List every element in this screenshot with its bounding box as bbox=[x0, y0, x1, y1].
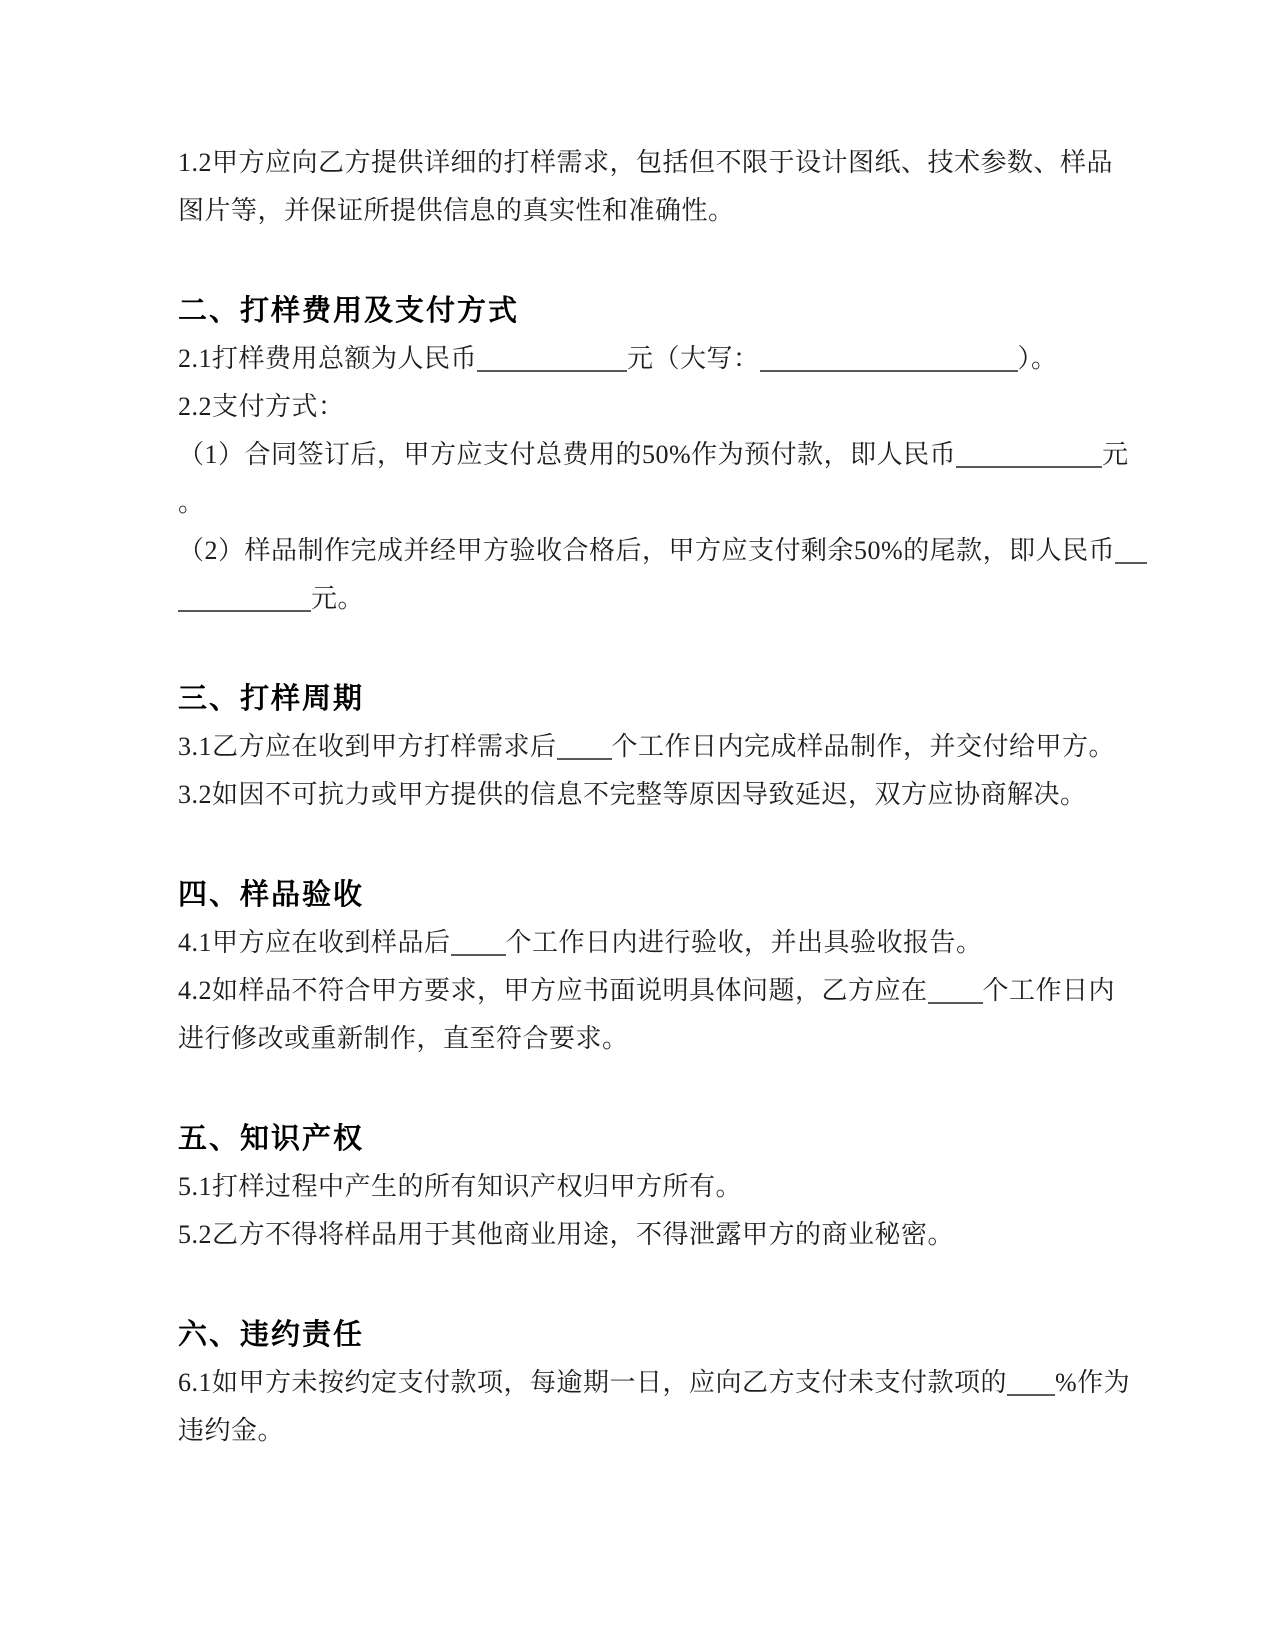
paragraph-line bbox=[178, 383, 1098, 431]
blank-underline-field bbox=[760, 340, 1018, 372]
blank-underline-field bbox=[557, 728, 612, 760]
text-run: 2.1打样费用总额为人民币 bbox=[178, 344, 478, 373]
text-run: 3.1乙方应在收到甲方打样需求后 bbox=[178, 732, 557, 761]
paragraph-line bbox=[178, 575, 1098, 623]
text-run: ）。 bbox=[1017, 344, 1058, 373]
paragraph-line bbox=[178, 1359, 1131, 1407]
text-run: 。 bbox=[178, 488, 205, 517]
paragraph-line bbox=[178, 431, 1129, 479]
section-heading bbox=[178, 675, 1098, 723]
paragraph-line bbox=[178, 1163, 1098, 1211]
text-run: 个工作日内 bbox=[982, 976, 1116, 1005]
text-run: （1）合同签订后，甲方应支付总费用的50%作为预付款，即人民币 bbox=[178, 440, 957, 469]
paragraph-line bbox=[178, 771, 1098, 819]
text-run: 元 bbox=[1102, 440, 1129, 469]
text-run: 6.1如甲方未按约定支付款项，每逾期一日，应向乙方支付未支付款项的 bbox=[178, 1368, 1008, 1397]
text-run: 图片等，并保证所提供信息的真实性和准确性。 bbox=[178, 196, 735, 225]
paragraph-line bbox=[178, 527, 1116, 575]
section-heading bbox=[178, 1115, 1098, 1163]
paragraph-line bbox=[178, 187, 1098, 235]
blank-underline-field bbox=[1115, 532, 1147, 564]
text-run: 违约金。 bbox=[178, 1416, 285, 1445]
text-run: 个工作日内进行验收，并出具验收报告。 bbox=[505, 928, 983, 957]
blank-underline-field bbox=[477, 340, 627, 372]
text-run: 三、打样周期 bbox=[178, 683, 365, 715]
contract-body bbox=[178, 139, 1131, 1455]
paragraph-line bbox=[178, 967, 1116, 1015]
text-run: 1.2甲方应向乙方提供详细的打样需求，包括但不限于设计图纸、技术参数、样品 bbox=[178, 148, 1114, 177]
blank-underline-field bbox=[928, 972, 983, 1004]
blank-underline-field bbox=[956, 436, 1102, 468]
text-run: 4.2如样品不符合甲方要求，甲方应书面说明具体问题，乙方应在 bbox=[178, 976, 928, 1005]
section-heading bbox=[178, 1311, 1098, 1359]
paragraph-line bbox=[178, 335, 1098, 383]
text-run: （2）样品制作完成并经甲方验收合格后，甲方应支付剩余50%的尾款，即人民币 bbox=[178, 536, 1116, 565]
paragraph-line bbox=[178, 479, 1098, 527]
text-run: 2.2支付方式： bbox=[178, 392, 345, 421]
section-heading bbox=[178, 287, 1098, 335]
paragraph-line bbox=[178, 139, 1114, 187]
paragraph-line bbox=[178, 723, 1116, 771]
text-run: 元。 bbox=[311, 584, 365, 613]
text-run: 元（大写： bbox=[627, 344, 760, 373]
blank-underline-field bbox=[178, 580, 311, 612]
text-run: 五、知识产权 bbox=[178, 1123, 365, 1155]
text-run: 5.1打样过程中产生的所有知识产权归甲方所有。 bbox=[178, 1172, 743, 1201]
text-run: 六、违约责任 bbox=[178, 1319, 365, 1351]
paragraph-line bbox=[178, 919, 1098, 967]
text-run: 4.1甲方应在收到样品后 bbox=[178, 928, 451, 957]
text-run: 四、样品验收 bbox=[178, 879, 365, 911]
blank-underline-field bbox=[451, 924, 506, 956]
text-run: 进行修改或重新制作，直至符合要求。 bbox=[178, 1024, 629, 1053]
text-run: %作为 bbox=[1055, 1368, 1131, 1397]
blank-underline-field bbox=[1007, 1364, 1055, 1396]
paragraph-line bbox=[178, 1211, 1098, 1259]
section-heading bbox=[178, 871, 1098, 919]
text-run: 个工作日内完成样品制作，并交付给甲方。 bbox=[611, 732, 1116, 761]
paragraph-line bbox=[178, 1407, 1098, 1455]
paragraph-line bbox=[178, 1015, 1098, 1063]
text-run: 3.2如因不可抗力或甲方提供的信息不完整等原因导致延迟，双方应协商解决。 bbox=[178, 780, 1087, 809]
text-run: 5.2乙方不得将样品用于其他商业用途，不得泄露甲方的商业秘密。 bbox=[178, 1220, 955, 1249]
text-run: 二、打样费用及支付方式 bbox=[178, 295, 520, 327]
